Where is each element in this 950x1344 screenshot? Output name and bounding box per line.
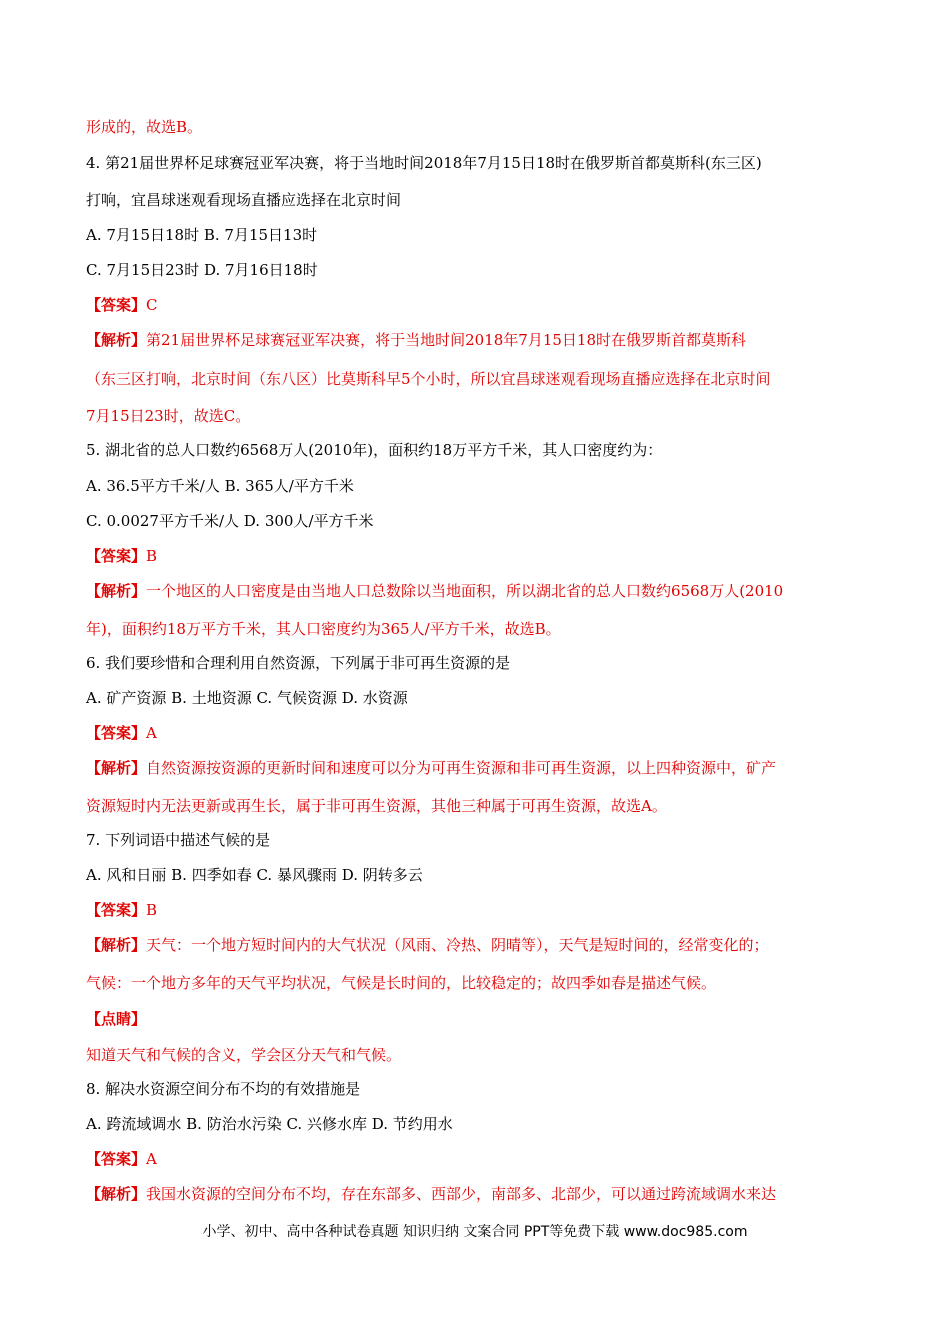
analysis-label: 【解析】 bbox=[86, 936, 147, 954]
question-7-analysis-cont: 气候：一个地方多年的天气平均状况，气候是长时间的，比较稳定的；故四季如春是描述气候。 bbox=[86, 974, 717, 992]
answer-label: 【答案】 bbox=[86, 547, 147, 565]
tip-label: 【点睛】 bbox=[86, 1010, 147, 1028]
question-6-analysis-cont: 资源短时内无法更新或再生长，属于非可再生资源，其他三种属于可再生资源，故选A。 bbox=[86, 797, 667, 815]
analysis-label: 【解析】 bbox=[86, 759, 147, 777]
question-8-analysis: 【解析】我国水资源的空间分布不均，存在东部多、西部少，南部多、北部少，可以通过跨流域调水来达 bbox=[86, 1185, 777, 1203]
question-6-stem: 6. 我们要珍惜和合理利用自然资源，下列属于非可再生资源的是 bbox=[86, 654, 511, 672]
question-6-answer: 【答案】A bbox=[86, 724, 157, 742]
question-4-analysis-cont: （东三区打响，北京时间（东八区）比莫斯科早5个小时，所以宜昌球迷观看现场直播应选择在北京时间 bbox=[86, 370, 771, 388]
question-5-analysis-cont: 年)，面积约18万平方千米，其人口密度约为365人/平方千米，故选B。 bbox=[86, 620, 561, 638]
question-4-analysis: 【解析】第21届世界杯足球赛冠亚军决赛，将于当地时间2018年7月15日18时在俄罗斯首都莫斯科 bbox=[86, 331, 746, 349]
analysis-label: 【解析】 bbox=[86, 582, 147, 600]
question-8-stem: 8. 解决水资源空间分布不均的有效措施是 bbox=[86, 1080, 361, 1098]
analysis-continuation: 形成的，故选B。 bbox=[86, 118, 203, 136]
question-7-tip bbox=[86, 1009, 146, 1029]
question-4-stem-cont: 打响，宜昌球迷观看现场直播应选择在北京时间 bbox=[86, 191, 402, 209]
analysis-label: 【解析】 bbox=[86, 1185, 147, 1203]
page-footer: 小学、初中、高中各种试卷真题 知识归纳 文案合同 PPT等免费下载 www.doc985.com bbox=[202, 1224, 748, 1240]
question-7-stem: 7. 下列词语中描述气候的是 bbox=[86, 831, 271, 849]
question-5-answer: 【答案】B bbox=[86, 547, 158, 565]
question-4-options-cd: C. 7月15日23时 D. 7月16日18时 bbox=[86, 261, 318, 279]
answer-label: 【答案】 bbox=[86, 901, 147, 919]
question-7-answer: 【答案】B bbox=[86, 901, 158, 919]
question-4-analysis-cont2: 7月15日23时，故选C。 bbox=[86, 407, 251, 425]
question-6-options: A. 矿产资源 B. 土地资源 C. 气候资源 D. 水资源 bbox=[86, 689, 408, 707]
question-5-options-cd: C. 0.0027平方千米/人 D. 300人/平方千米 bbox=[86, 512, 374, 530]
question-4-options-ab: A. 7月15日18时 B. 7月15日13时 bbox=[86, 226, 318, 244]
question-7-tip-text: 知道天气和气候的含义，学会区分天气和气候。 bbox=[86, 1046, 402, 1064]
answer-label: 【答案】 bbox=[86, 1150, 147, 1168]
analysis-label: 【解析】 bbox=[86, 331, 147, 349]
question-8-options: A. 跨流域调水 B. 防治水污染 C. 兴修水库 D. 节约用水 bbox=[86, 1115, 453, 1133]
answer-label: 【答案】 bbox=[86, 724, 147, 742]
question-4-stem: 4. 第21届世界杯足球赛冠亚军决赛，将于当地时间2018年7月15日18时在俄罗斯首都莫斯科(东三区) bbox=[86, 154, 762, 172]
question-5-analysis: 【解析】一个地区的人口密度是由当地人口总数除以当地面积，所以湖北省的总人口数约6568万人(2010 bbox=[86, 582, 784, 600]
answer-label: 【答案】 bbox=[86, 296, 147, 314]
question-6-analysis: 【解析】自然资源按资源的更新时间和速度可以分为可再生资源和非可再生资源，以上四种资源中，矿产 bbox=[86, 759, 777, 777]
question-4-answer: 【答案】C bbox=[86, 296, 158, 314]
question-5-options-ab: A. 36.5平方千米/人 B. 365人/平方千米 bbox=[86, 477, 354, 495]
question-8-answer: 【答案】A bbox=[86, 1150, 157, 1168]
question-5-stem: 5. 湖北省的总人口数约6568万人(2010年)，面积约18万平方千米，其人口密度约为： bbox=[86, 441, 663, 459]
question-7-options: A. 风和日丽 B. 四季如春 C. 暴风骤雨 D. 阴转多云 bbox=[86, 866, 423, 884]
question-7-analysis: 【解析】天气：一个地方短时间内的大气状况（风雨、冷热、阴晴等），天气是短时间的，经常变化的； bbox=[86, 936, 769, 954]
